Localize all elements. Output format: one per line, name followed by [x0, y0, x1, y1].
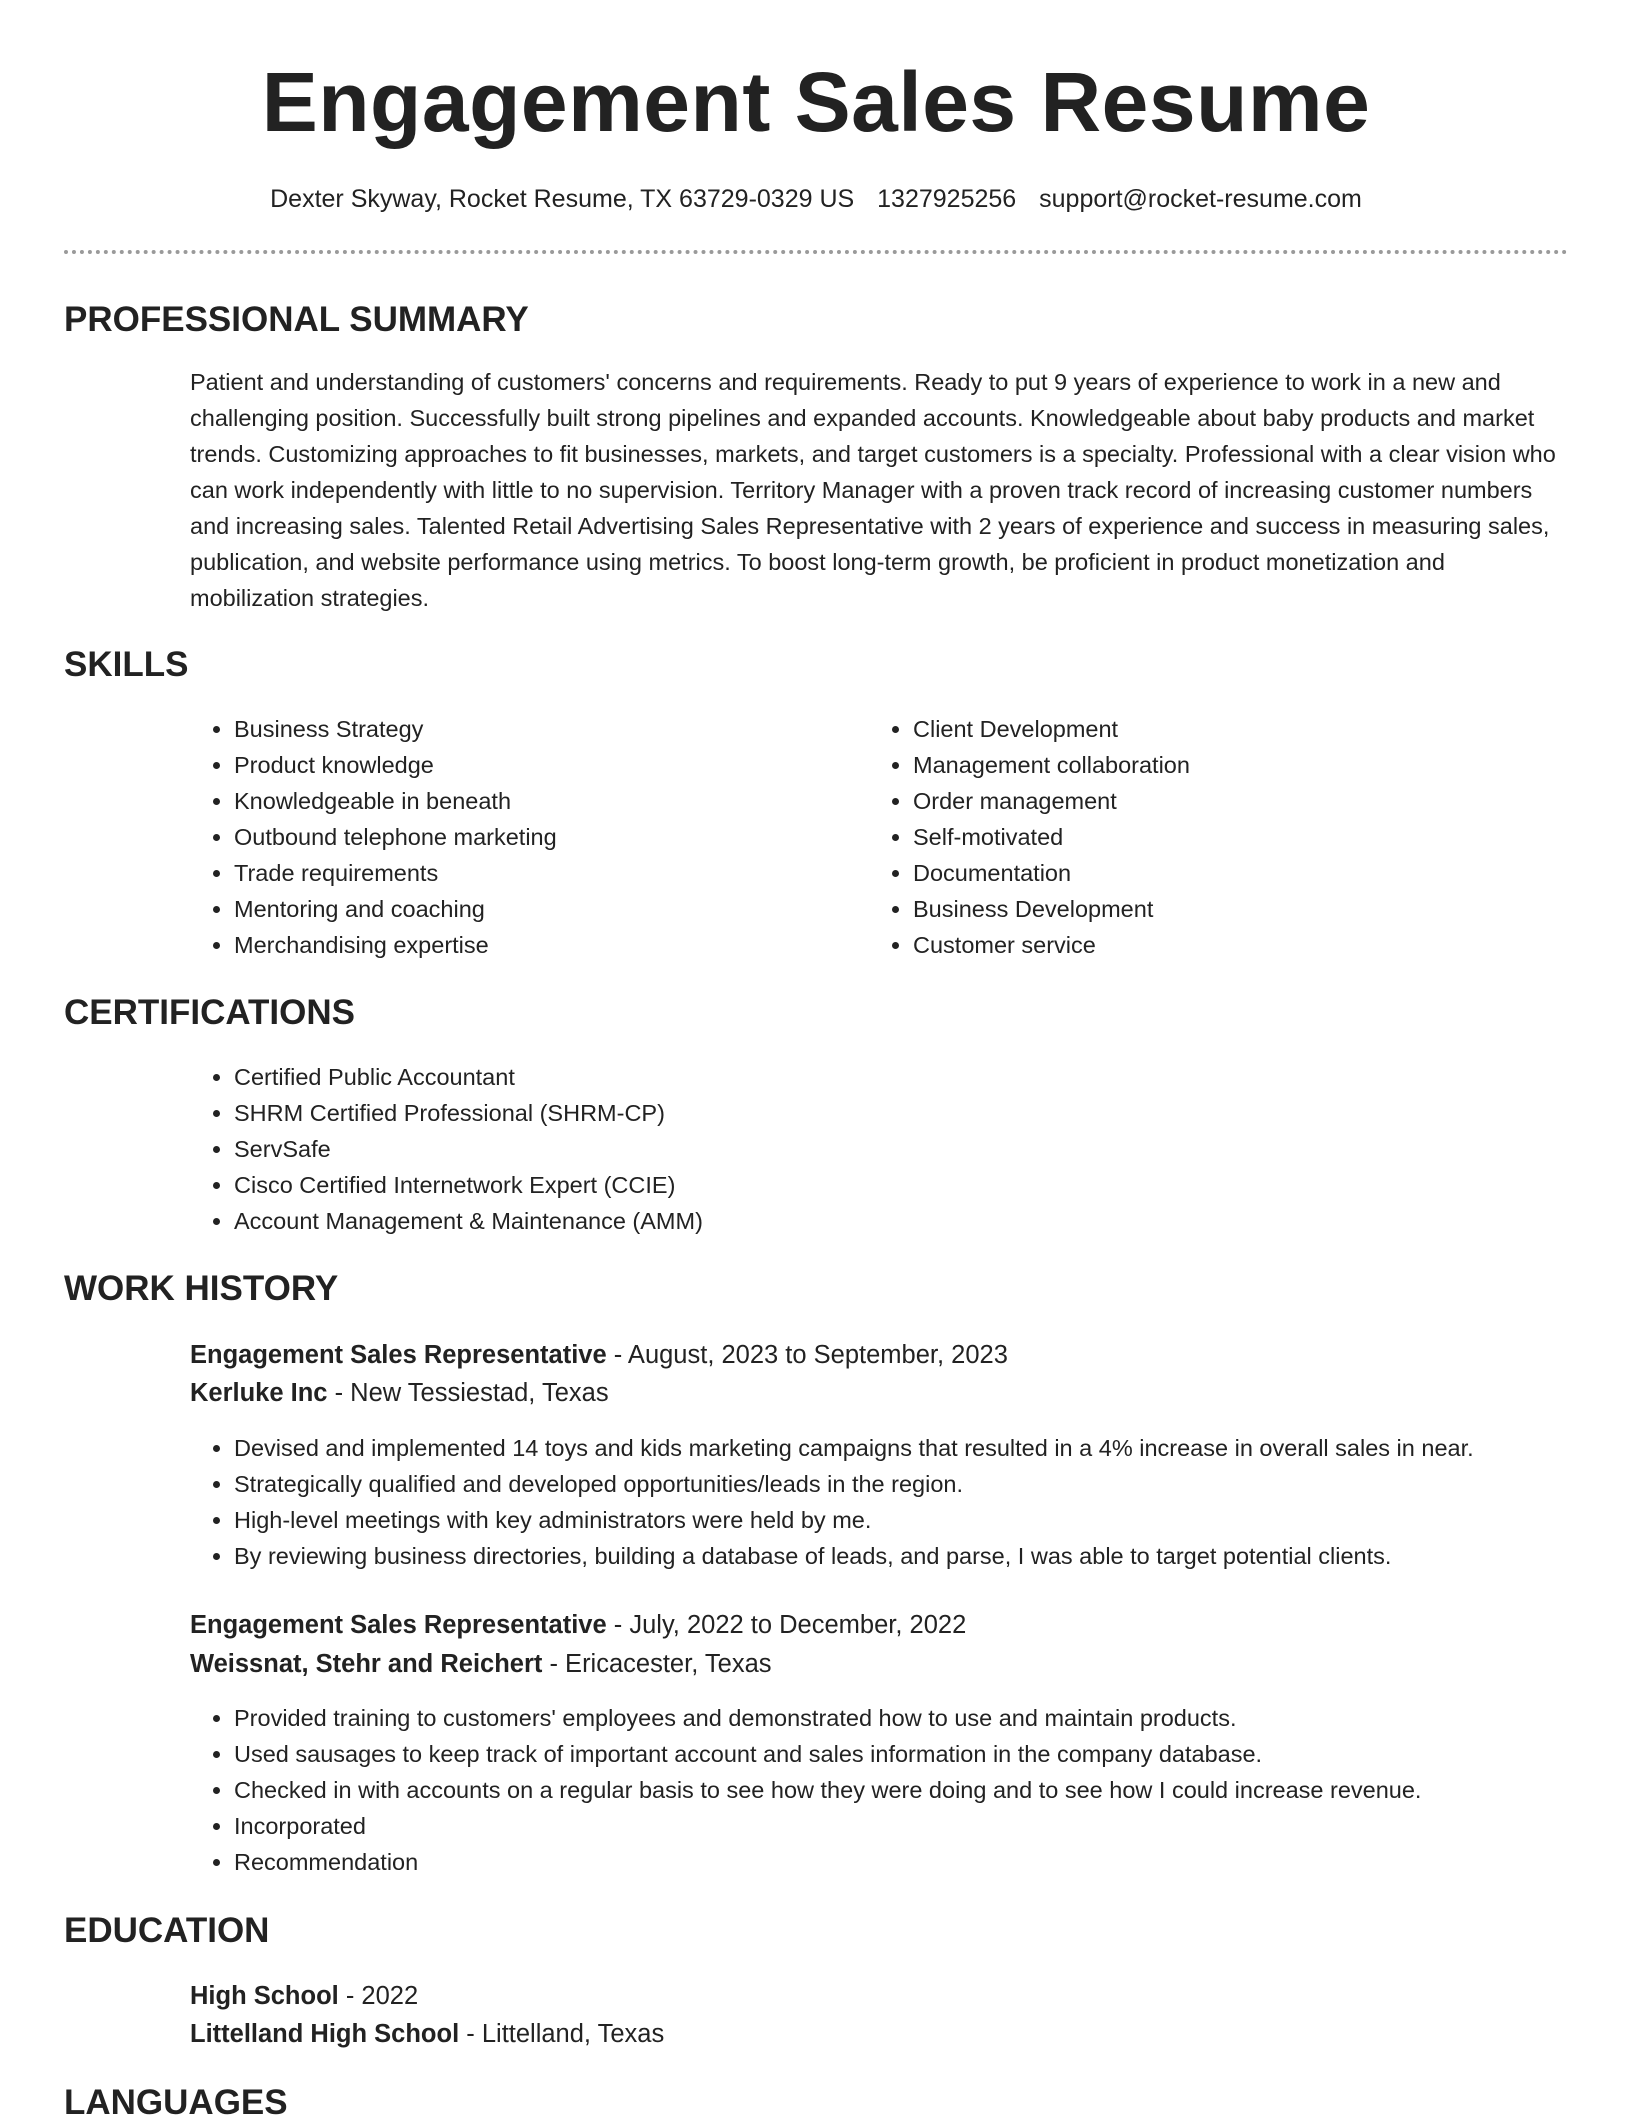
- list-item: • Knowledgeable in beneath: [234, 783, 834, 819]
- list-item: • Business Strategy: [234, 711, 834, 747]
- list-item: • Product knowledge: [234, 747, 834, 783]
- summary-text: Patient and understanding of customers' concerns and requirements. Ready to put 9 years of experience to work in a new and challenging position. Successfully built strong pipelines and expanded accounts. Knowledgeable about baby products and market trends. Customizing approaches to fit businesses, markets, and target customers is a specialty. Professional with a clear vision who can work independently with little to no supervision. Territory Manager with a proven track record of increasing customer numbers and increasing sales. Talented Retail Advertising Sales Representative with 2 years of experience and success in measuring sales, publication, and website performance using metrics. To boost long-term growth, be proficient in product monetization and mobilization strategies.: [190, 369, 1556, 611]
- job-title-line: [190, 1336, 1568, 1374]
- job-bullets: [190, 1700, 1614, 1880]
- job-title: Engagement Sales Representative: [190, 1611, 607, 1639]
- education-year: - 2022: [345, 1982, 419, 2010]
- list-item: • Order management: [913, 783, 1513, 819]
- skills-section: [64, 643, 1568, 687]
- list-item: • Self-motivated: [913, 819, 1513, 855]
- job-title: Engagement Sales Representative: [190, 1341, 607, 1369]
- list-item: • Used sausages to keep track of important account and sales information in the company database.: [234, 1736, 1614, 1772]
- job-company-line: [190, 1645, 1568, 1683]
- list-item: • Provided training to customers' employees and demonstrated how to use and maintain products.: [234, 1700, 1614, 1736]
- list-item: • Merchandising expertise: [234, 927, 834, 963]
- header-divider: [64, 250, 1568, 254]
- education-heading: EDUCATION: [64, 1911, 270, 1950]
- work-heading: WORK HISTORY: [64, 1269, 339, 1308]
- list-item: • Business Development: [913, 891, 1513, 927]
- list-item: • Documentation: [913, 855, 1513, 891]
- list-item: • Mentoring and coaching: [234, 891, 834, 927]
- list-item: • Strategically qualified and developed opportunities/leads in the region.: [234, 1466, 1614, 1502]
- list-item: • Devised and implemented 14 toys and kids marketing campaigns that resulted in a 4% increase in overall sales in near.: [234, 1430, 1614, 1466]
- skills-list-left: [190, 711, 834, 963]
- list-item: • Checked in with accounts on a regular basis to see how they were doing and to see how I could increase revenue.: [234, 1772, 1614, 1808]
- summary-section: [64, 298, 1568, 342]
- skills-heading: SKILLS: [64, 645, 189, 684]
- list-item: • Cisco Certified Internetwork Expert (CCIE): [234, 1167, 1534, 1203]
- contact-line: [0, 181, 1632, 217]
- education-school-line: [190, 2015, 1568, 2053]
- job-dates: - August, 2023 to September, 2023: [613, 1341, 1008, 1369]
- resume-title: Engagement Sales Resume: [261, 55, 1371, 149]
- languages-section: [64, 2081, 1568, 2125]
- list-item: • Outbound telephone marketing: [234, 819, 834, 855]
- list-item: • Trade requirements: [234, 855, 834, 891]
- education-section: [64, 1909, 1568, 1953]
- job-company: Kerluke Inc: [190, 1379, 328, 1407]
- job-location: - New Tessiestad, Texas: [334, 1379, 609, 1407]
- languages-heading: LANGUAGES: [64, 2083, 288, 2122]
- education-degree-line: [190, 1977, 1568, 2015]
- contact-phone: 1327925256: [877, 185, 1017, 213]
- job-bullets: [190, 1430, 1614, 1574]
- job-company: Weissnat, Stehr and Reichert: [190, 1650, 543, 1678]
- list-item: • High-level meetings with key administrators were held by me.: [234, 1502, 1614, 1538]
- skills-list-right: [869, 711, 1513, 963]
- list-item: • Management collaboration: [913, 747, 1513, 783]
- list-item: • Recommendation: [234, 1844, 1614, 1880]
- job-company-line: [190, 1374, 1568, 1412]
- list-item: • Certified Public Accountant: [234, 1059, 1534, 1095]
- certifications-section: [64, 991, 1568, 1035]
- job-dates: - July, 2022 to December, 2022: [613, 1611, 967, 1639]
- certifications-list: [190, 1059, 1534, 1239]
- contact-email: support@rocket-resume.com: [1039, 185, 1362, 213]
- list-item: • SHRM Certified Professional (SHRM-CP): [234, 1095, 1534, 1131]
- job-location: - Ericacester, Texas: [549, 1650, 772, 1678]
- education-school: Littelland High School: [190, 2020, 460, 2048]
- education-degree: High School: [190, 1982, 339, 2010]
- job-title-line: [190, 1606, 1568, 1644]
- contact-address: Dexter Skyway, Rocket Resume, TX 63729-0329 US: [270, 185, 855, 213]
- list-item: • By reviewing business directories, building a database of leads, and parse, I was able to target potential clients.: [234, 1538, 1614, 1574]
- certifications-heading: CERTIFICATIONS: [64, 993, 356, 1032]
- list-item: • ServSafe: [234, 1131, 1534, 1167]
- work-section: [64, 1267, 1568, 1311]
- education-location: - Littelland, Texas: [466, 2020, 665, 2048]
- list-item: • Account Management & Maintenance (AMM): [234, 1203, 1534, 1239]
- summary-heading: PROFESSIONAL SUMMARY: [64, 300, 529, 339]
- list-item: • Incorporated: [234, 1808, 1614, 1844]
- list-item: • Customer service: [913, 927, 1513, 963]
- list-item: • Client Development: [913, 711, 1513, 747]
